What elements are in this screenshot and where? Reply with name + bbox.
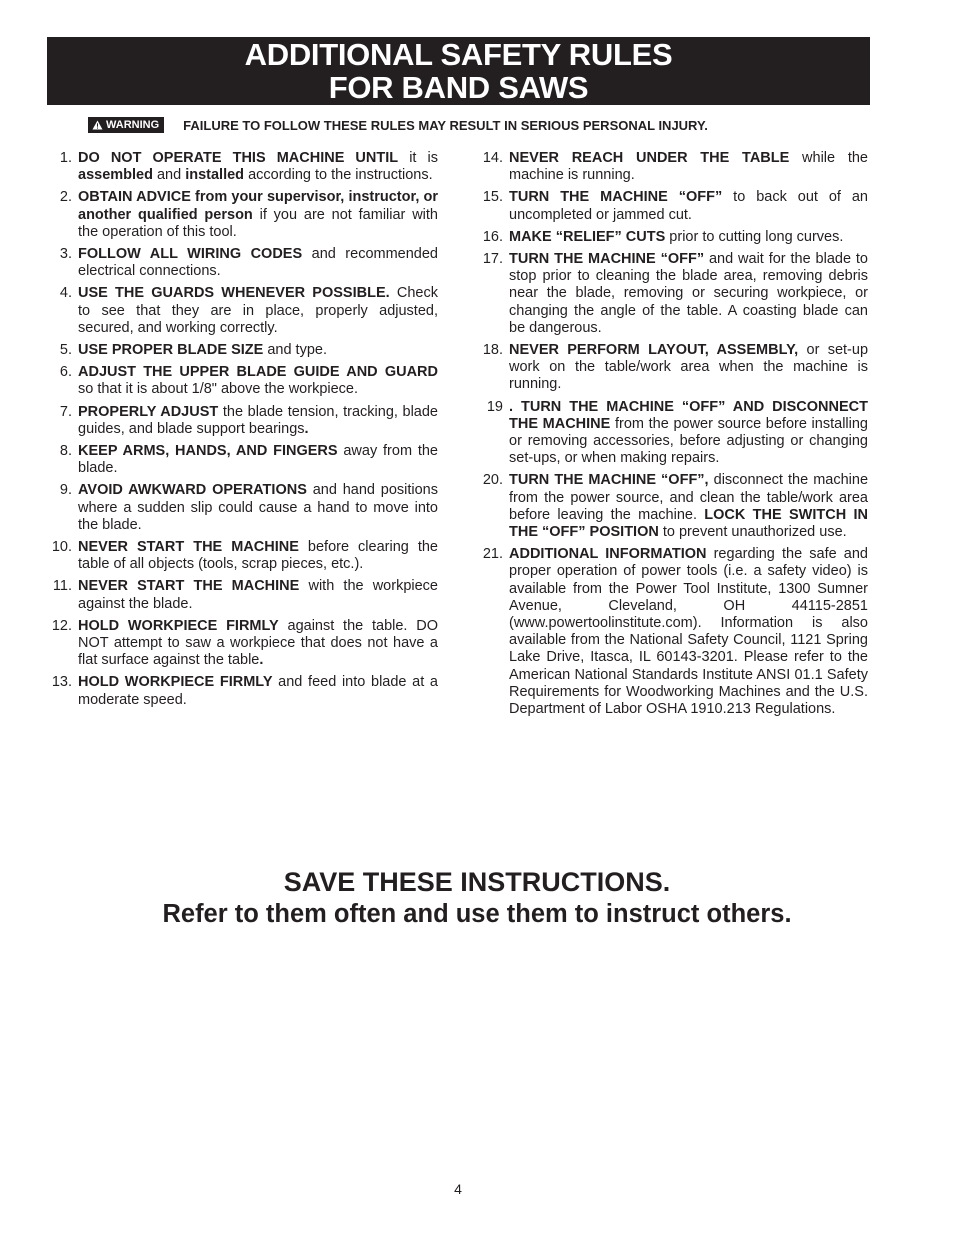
rule-item [46,364,438,398]
rule-text: from the power source before installing or removing accessories, before adjusting or changing set-ups, or when making repairs. [509,415,868,467]
warning-badge [88,117,164,133]
rule-item [477,472,868,541]
rule-emphasis: NEVER REACH UNDER THE TABLE [509,150,790,166]
rule-item [477,150,868,184]
rule-item [46,443,438,477]
rules-column-right [477,150,868,723]
rule-emphasis: DO NOT OPERATE THIS MACHINE UNTIL [78,150,399,166]
rule-text: and recommended electrical connections. [78,246,438,280]
rule-item [477,189,868,223]
rule-item [46,150,438,184]
warning-badge-label: WARNING [106,119,160,131]
rule-emphasis: KEEP ARMS, HANDS, AND FINGERS [78,443,338,460]
rule-text: the blade tension, tracking, blade guides, and blade support bearings [78,403,438,437]
rule-text: and hand positions where a sudden slip could cause a hand to move into the blade. [78,482,439,533]
rule-item [46,482,438,534]
title-line-2: FOR BAND SAWS [328,70,589,105]
rule-text: and wait for the blade to stop prior to cleaning the blade area, removing debris near the blade, removing or securing workpiece, or changing the angle of the table. A coasting blade can be dangerous. [509,251,868,336]
rule-text: against the table. DO NOT attempt to saw a workpiece that does not have a flat surface against the table [78,617,438,669]
rule-number: 13. [51,674,72,691]
rule-emphasis: NEVER START THE MACHINE [78,578,300,595]
rule-number: 4. [59,285,72,302]
rule-emphasis: OBTAIN ADVICE from your supervisor, instructor, or another qualified person [78,189,438,223]
rule-text: and feed into blade at a moderate speed. [78,674,438,708]
rule-number: 12. [51,617,72,634]
rule-emphasis: NEVER PERFORM LAYOUT, ASSEMBLY, [509,342,799,359]
warning-text: FAILURE TO FOLLOW THESE RULES MAY RESULT IN SERIOUS PERSONAL INJURY. [183,117,708,133]
rule-number: 15. [482,189,503,206]
rule-emphasis: AVOID AWKWARD OPERATIONS [78,482,307,499]
rule-number: 1. [59,150,72,166]
rule-emphasis: USE THE GUARDS WHENEVER POSSIBLE. [78,285,390,302]
rule-number: 17. [482,251,503,268]
rule-emphasis: TURN THE MACHINE “OFF”, [509,472,709,489]
rule-number: 10. [51,539,72,556]
rule-number: 9. [59,482,72,499]
rule-number: 19 [486,398,503,415]
rule-emphasis: ADDITIONAL INFORMATION [509,546,707,563]
rule-number: 8. [59,443,72,460]
rule-item [477,342,868,394]
rule-text: according to the instructions. [244,167,433,184]
rule-item [46,246,438,280]
rule-emphasis: FOLLOW ALL WIRING CODES [78,246,303,263]
rule-emphasis: ADJUST THE UPPER BLADE GUIDE AND GUARD [78,364,438,381]
rule-item [46,618,438,670]
rule-emphasis: MAKE “RELIEF” CUTS [509,228,666,245]
rule-emphasis: TURN THE MACHINE “OFF” [509,251,705,268]
rule-item [46,539,438,573]
save-instructions-subheading: Refer to them often and use them to instruct others. [162,900,792,928]
page-number: 4 [454,1181,462,1197]
save-instructions-heading: SAVE THESE INSTRUCTIONS. [283,867,671,897]
rule-emphasis: installed [185,167,245,184]
rule-emphasis: HOLD WORKPIECE FIRMLY [78,674,273,691]
rule-emphasis: PROPERLY ADJUST [78,403,219,420]
rule-item [46,404,438,438]
rule-emphasis: LOCK THE SWITCH IN THE “OFF” POSITION [509,506,868,541]
rule-item [46,674,438,708]
rule-emphasis: . TURN THE MACHINE “OFF” AND DISCONNECT THE MACHINE [509,398,868,432]
rule-emphasis: HOLD WORKPIECE FIRMLY [78,617,279,634]
warning-triangle-icon [92,120,103,130]
rule-item [477,229,868,246]
rule-text: disconnect the machine from the power source, and clean the table/work area before leaving the machine. [509,472,869,523]
rule-text: while the machine is running. [509,150,868,184]
rule-number: 3. [59,246,72,263]
rule-text: prior to cutting long curves. [665,228,844,245]
rule-text: with the workpiece against the blade. [78,578,438,612]
rule-text: and [152,167,186,184]
title-line-1: ADDITIONAL SAFETY RULES [244,37,673,72]
rule-emphasis: NEVER START THE MACHINE [78,539,299,556]
rule-text: it is [398,150,438,166]
rule-number: 18. [482,342,503,359]
rule-number: 14. [482,150,503,166]
rule-number: 2. [59,189,72,206]
rule-number: 11. [52,578,72,595]
rules-column-left [46,150,438,714]
rule-emphasis: assembled [78,167,153,184]
rule-emphasis: . [304,420,309,437]
title-banner [47,37,870,105]
rule-text: to prevent unauthorized use. [658,524,847,541]
rule-text: regarding the safe and proper operation of power tools (i.e. a safety video) is available from the Power Tool Institute, 1300 Sumner Avenue, Cleveland, OH 44115-2851 (www.powertoolinstitute.com). Information is also available from the National Safety Council, 1121 Spring Lake Drive, Itasca, IL 60143-3201. Please refer to the American National Standards Institute ANSI 01.1 Safety Requirements for Woodworking Machines and the U.S. Department of Labor OSHA 1910.213 Regulations. [509,546,868,718]
rule-item [46,285,438,337]
rule-number: 6. [59,364,72,381]
rule-item [46,189,438,241]
rule-text: and type. [263,342,327,359]
rule-text: so that it is about 1/8" above the workpiece. [78,381,359,398]
rule-item [477,251,868,337]
rule-emphasis: TURN THE MACHINE “OFF” [509,189,723,206]
rule-item [46,342,438,359]
rule-text: to back out of an uncompleted or jammed cut. [509,189,868,223]
rule-text: away from the blade. [78,443,438,477]
warning-row [88,116,878,134]
rule-item [46,578,438,612]
rule-text: before clearing the table of all objects (tools, scrap pieces, etc.). [78,539,438,573]
rule-emphasis: . [259,652,264,669]
rule-emphasis: USE PROPER BLADE SIZE [78,342,264,359]
rule-text: if you are not familiar with the operation of this tool. [78,206,438,240]
rule-number: 20. [482,472,503,489]
rule-text: Check to see that they are in place, properly adjusted, secured, and working correctly. [78,285,438,336]
rule-item [477,399,868,468]
rule-number: 5. [59,342,72,359]
rule-text: or set-up work on the table/work area when the machine is running. [509,342,869,393]
rule-item [477,546,868,718]
rule-number: 7. [59,403,72,420]
rule-number: 21. [482,546,503,563]
rule-number: 16. [482,228,503,245]
